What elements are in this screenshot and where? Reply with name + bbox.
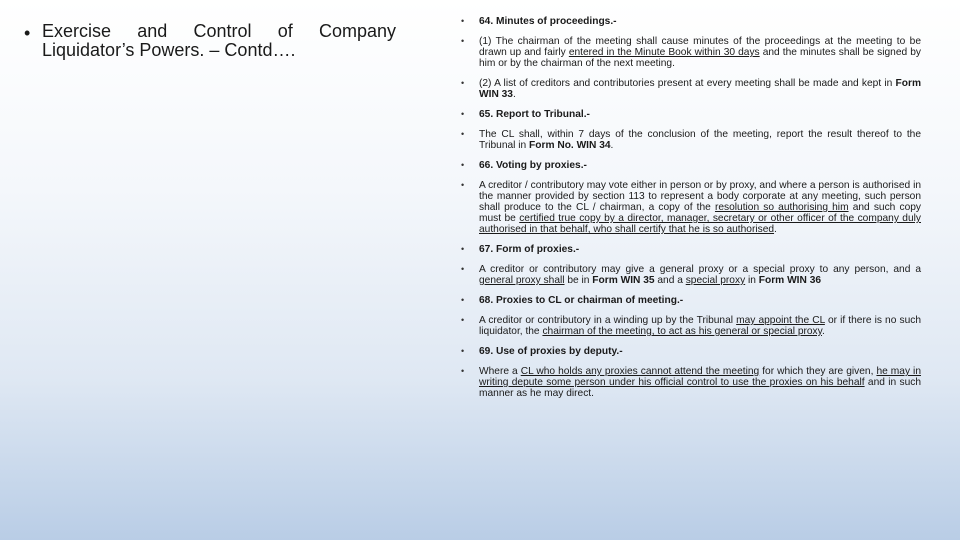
rule-65-heading	[461, 109, 921, 120]
bullet-icon: •	[461, 16, 465, 26]
text-run: be in	[564, 275, 593, 286]
bullet-icon: •	[461, 244, 465, 254]
text-run: and such copy must be	[479, 202, 922, 224]
form-reference: Form WIN 36	[758, 275, 822, 286]
text-run: or if there is no such liquidator, the	[479, 315, 921, 337]
slide-title-block	[24, 22, 396, 60]
rule-67-heading	[461, 244, 921, 255]
rules-list	[461, 16, 921, 408]
text-run: for which they are given,	[759, 366, 877, 377]
rule-heading: 69. Use of proxies by deputy.-	[479, 346, 623, 357]
rule-heading: 66. Voting by proxies.-	[479, 160, 587, 171]
bullet-icon: •	[461, 315, 465, 325]
underlined-text: CL who holds any proxies cannot attend the meeting	[520, 366, 760, 377]
bullet-icon: •	[461, 109, 465, 119]
bullet-icon: •	[461, 264, 465, 274]
rule-65-para	[461, 129, 921, 151]
underlined-text: certified true copy by a director, manager, secretary or other officer of the company duly authorised in that behalf, who shall certify that he is so authorised	[479, 213, 921, 235]
rule-heading: 64. Minutes of proceedings.-	[479, 16, 617, 27]
text-run: (2) A list of creditors and contributories present at every meeting shall be made and kept in	[479, 78, 896, 89]
rule-66-para	[461, 180, 921, 235]
underlined-text: may appoint the CL	[736, 315, 825, 326]
rule-64-para-1	[461, 36, 921, 69]
text-run: A creditor / contributory may vote either in person or by proxy, and where a person is authorised in the manner provided by section 113 to represent a body corporate at any meeting, such person shall produce to the CL / chairman, a copy of the	[479, 180, 921, 213]
text-run: A creditor or contributory may give a general proxy or a special proxy to any person, and a	[479, 264, 921, 275]
rule-text	[479, 36, 921, 69]
underlined-text: chairman of the meeting, to act as his general or special proxy	[542, 326, 822, 337]
bullet-icon: •	[24, 23, 31, 43]
rule-68-heading	[461, 295, 921, 306]
text-run: and the minutes shall be signed by him or by the chairman of the next meeting.	[479, 47, 921, 69]
rule-heading: 68. Proxies to CL or chairman of meeting.-	[479, 295, 684, 306]
slide-title: Exercise and Control of Company Liquidator’s Powers. – Contd….	[42, 21, 396, 60]
underlined-text: he may in writing depute some person under his official control to use the proxies on his behalf	[479, 366, 921, 388]
bullet-icon: •	[461, 346, 465, 356]
text-run: (1) The chairman of the meeting shall cause minutes of the proceedings at the meeting to be drawn up and fairly	[479, 36, 921, 58]
bullet-icon: •	[461, 36, 465, 46]
rule-heading: 67. Form of proxies.-	[479, 244, 580, 255]
rule-64-heading	[461, 16, 921, 27]
bullet-icon: •	[461, 129, 465, 139]
rule-text	[479, 180, 921, 235]
rule-67-para	[461, 264, 921, 286]
rule-68-para	[461, 315, 921, 337]
bullet-icon: •	[461, 180, 465, 190]
bullet-icon: •	[461, 295, 465, 305]
text-run: and a	[654, 275, 686, 286]
text-run: Where a	[479, 366, 521, 377]
text-run: The CL shall, within 7 days of the conclusion of the meeting, report the result thereof to the Tribunal in	[479, 129, 921, 151]
text-run: in	[745, 275, 759, 286]
rule-heading: 65. Report to Tribunal.-	[479, 109, 590, 120]
text-run: A creditor or contributory in a winding up by the Tribunal	[479, 315, 737, 326]
rule-text	[479, 366, 921, 399]
underlined-text: resolution so authorising him	[714, 202, 849, 213]
rule-text	[479, 315, 921, 337]
text-run: .	[821, 326, 825, 337]
bullet-icon: •	[461, 160, 465, 170]
text-run: .	[610, 140, 614, 151]
title-row	[24, 22, 396, 60]
underlined-text: entered in the Minute Book within 30 days	[568, 47, 760, 58]
underlined-text: general proxy shall	[479, 275, 565, 286]
form-reference: Form WIN 33	[479, 78, 921, 100]
rule-text	[479, 129, 921, 151]
underlined-text: special proxy	[685, 275, 746, 286]
form-reference: Form No. WIN 34	[529, 140, 611, 151]
rule-text	[479, 78, 921, 100]
text-run: and in such manner as he may direct.	[479, 377, 922, 399]
rule-text	[479, 264, 921, 286]
bullet-icon: •	[461, 366, 465, 376]
bullet-icon: •	[461, 78, 465, 88]
rule-64-para-2	[461, 78, 921, 100]
rule-69-heading	[461, 346, 921, 357]
rule-66-heading	[461, 160, 921, 171]
text-run: .	[512, 89, 516, 100]
text-run: .	[774, 224, 777, 235]
rule-69-para	[461, 366, 921, 399]
form-reference: Form WIN 35	[592, 275, 655, 286]
